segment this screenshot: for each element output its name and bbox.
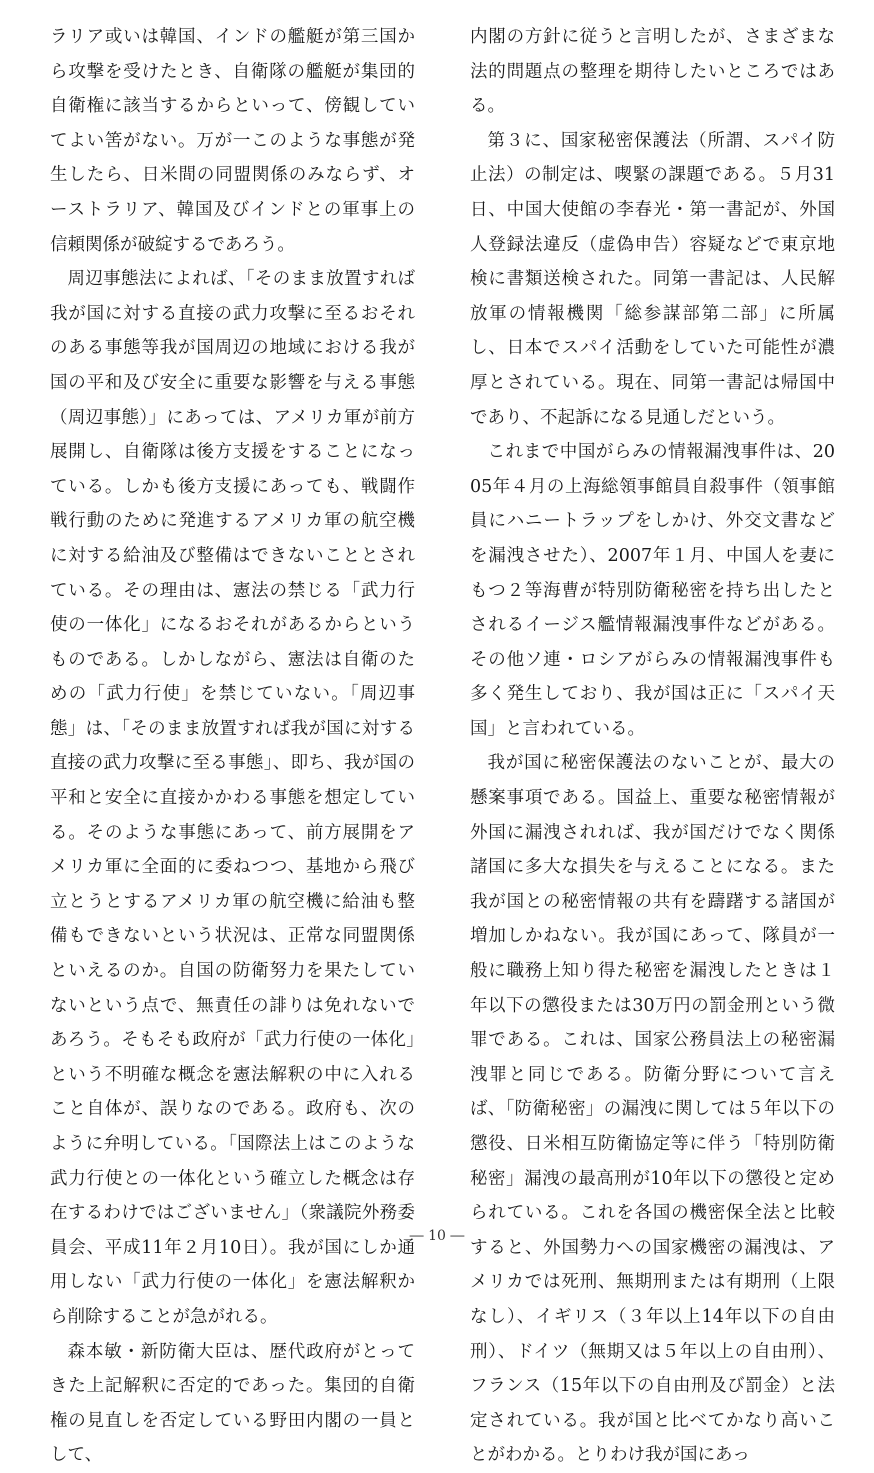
paragraph: 我が国に秘密保護法のないことが、最大の懸案事項である。国益上、重要な秘密情報が外国に漏洩されれば、我が国だけでなく関係諸国に多大な損失を与えることになる。また我が国との秘密情報の共有を躊躇する諸国が増加しかねない。我が国にあって、隊員が一般に職務上知り得た秘密を漏洩したときは１年以下の懲役または30万円の罰金刑という微罪である。これは、国家公務員法上の秘密漏洩罪と同じである。防衛分野について言えば、「防衛秘密」の漏洩に関しては５年以下の懲役、日米相互防衛協定等に伴う「特別防衛秘密」漏洩の最高刑が10年以下の懲役と定められている。これを各国の機密保全法と比較すると、外国勢力への国家機密の漏洩は、アメリカでは死刑、無期刑または有期刑（上限なし）、イギリス（３年以上14年以下の自由刑）、ドイツ（無期又は５年以上の自由刑）、フランス（15年以下の自由刑及び罰金）と法定されている。我が国と比べてかなり高いことがわかる。とりわけ我が国にあっ xyxy=(470,753,835,1466)
paragraph: 周辺事態法によれば、「そのまま放置すれば我が国に対する直接の武力攻撃に至るおそれのある事態等我が国周辺の地域における我が国の平和及び安全に重要な影響を与える事態（周辺事態）」にあっては、アメリカ軍が前方展開し、自衛隊は後方支援をすることになっている。しかも後方支援にあっても、戦闘作戦行動のために発進するアメリカ軍の航空機に対する給油及び整備はできないこととされている。その理由は、憲法の禁じる「武力行使の一体化」になるおそれがあるからというものである。しかしながら、憲法は自衛のための「武力行使」を禁じていない。「周辺事態」は、「そのまま放置すれば我が国に対する直接の武力攻撃に至る事態」、即ち、我が国の平和と安全に直接かかわる事態を想定している。そのような事態にあって、前方展開をアメリカ軍に全面的に委ねつつ、基地から飛び立とうとするアメリカ軍の航空機に給油も整備もできないという状況は、正常な同盟関係といえるのか。自国の防衛努力を果たしていないという点で、無責任の誹りは免れないであろう。そもそも政府が「武力行使の一体化」という不明確な概念を憲法解釈の中に入れること自体が、誤りなのである。政府も、次のように弁明している。「国際法上はこのような武力行使との一体化という確立した概念は存在するわけではございません」（衆議院外務委員会、平成11年２月10日）。我が国にしか通用しない「武力行使の一体化」を憲法解釈から削除することが急がれる。 xyxy=(50,269,415,1327)
page-number: ― 10 ― xyxy=(409,1228,465,1244)
paragraph: 森本敏・新防衛大臣は、歴代政府がとってきた上記解釈に否定的であった。集団的自衛権の見直しを否定している野田内閣の一員として、 xyxy=(50,1341,415,1466)
right-text-column xyxy=(470,20,835,1473)
paragraph: 内閣の方針に従うと言明したが、さまざまな法的問題点の整理を期待したいところではある。 xyxy=(470,27,835,117)
left-text-column xyxy=(50,20,415,1473)
paragraph: 第３に、国家秘密保護法（所謂、スパイ防止法）の制定は、喫緊の課題である。５月31日、中国大使館の李春光・第一書記が、外国人登録法違反（虚偽申告）容疑などで東京地検に書類送検された。同第一書記は、人民解放軍の情報機関「総参謀部第二部」に所属し、日本でスパイ活動をしていた可能性が濃厚とされている。現在、同第一書記は帰国中であり、不起訴になる見通しだという。 xyxy=(470,130,835,428)
paragraph: これまで中国がらみの情報漏洩事件は、2005年４月の上海総領事館員自殺事件（領事館員にハニートラップをしかけ、外交文書などを漏洩させた）、2007年１月、中国人を妻にもつ２等海曹が特別防衛秘密を持ち出したとされるイージス艦情報漏洩事件などがある。その他ソ連・ロシアがらみの情報漏洩事件も多く発生しており、我が国は正に「スパイ天国」と言われている。 xyxy=(470,442,835,739)
paragraph: ラリア或いは韓国、インドの艦艇が第三国から攻撃を受けたとき、自衛隊の艦艇が集団的自衛権に該当するからといって、傍観していてよい筈がない。万が一このような事態が発生したら、日米間の同盟関係のみならず、オーストラリア、韓国及びインドとの軍事上の信頼関係が破綻するであろう。 xyxy=(50,27,415,255)
